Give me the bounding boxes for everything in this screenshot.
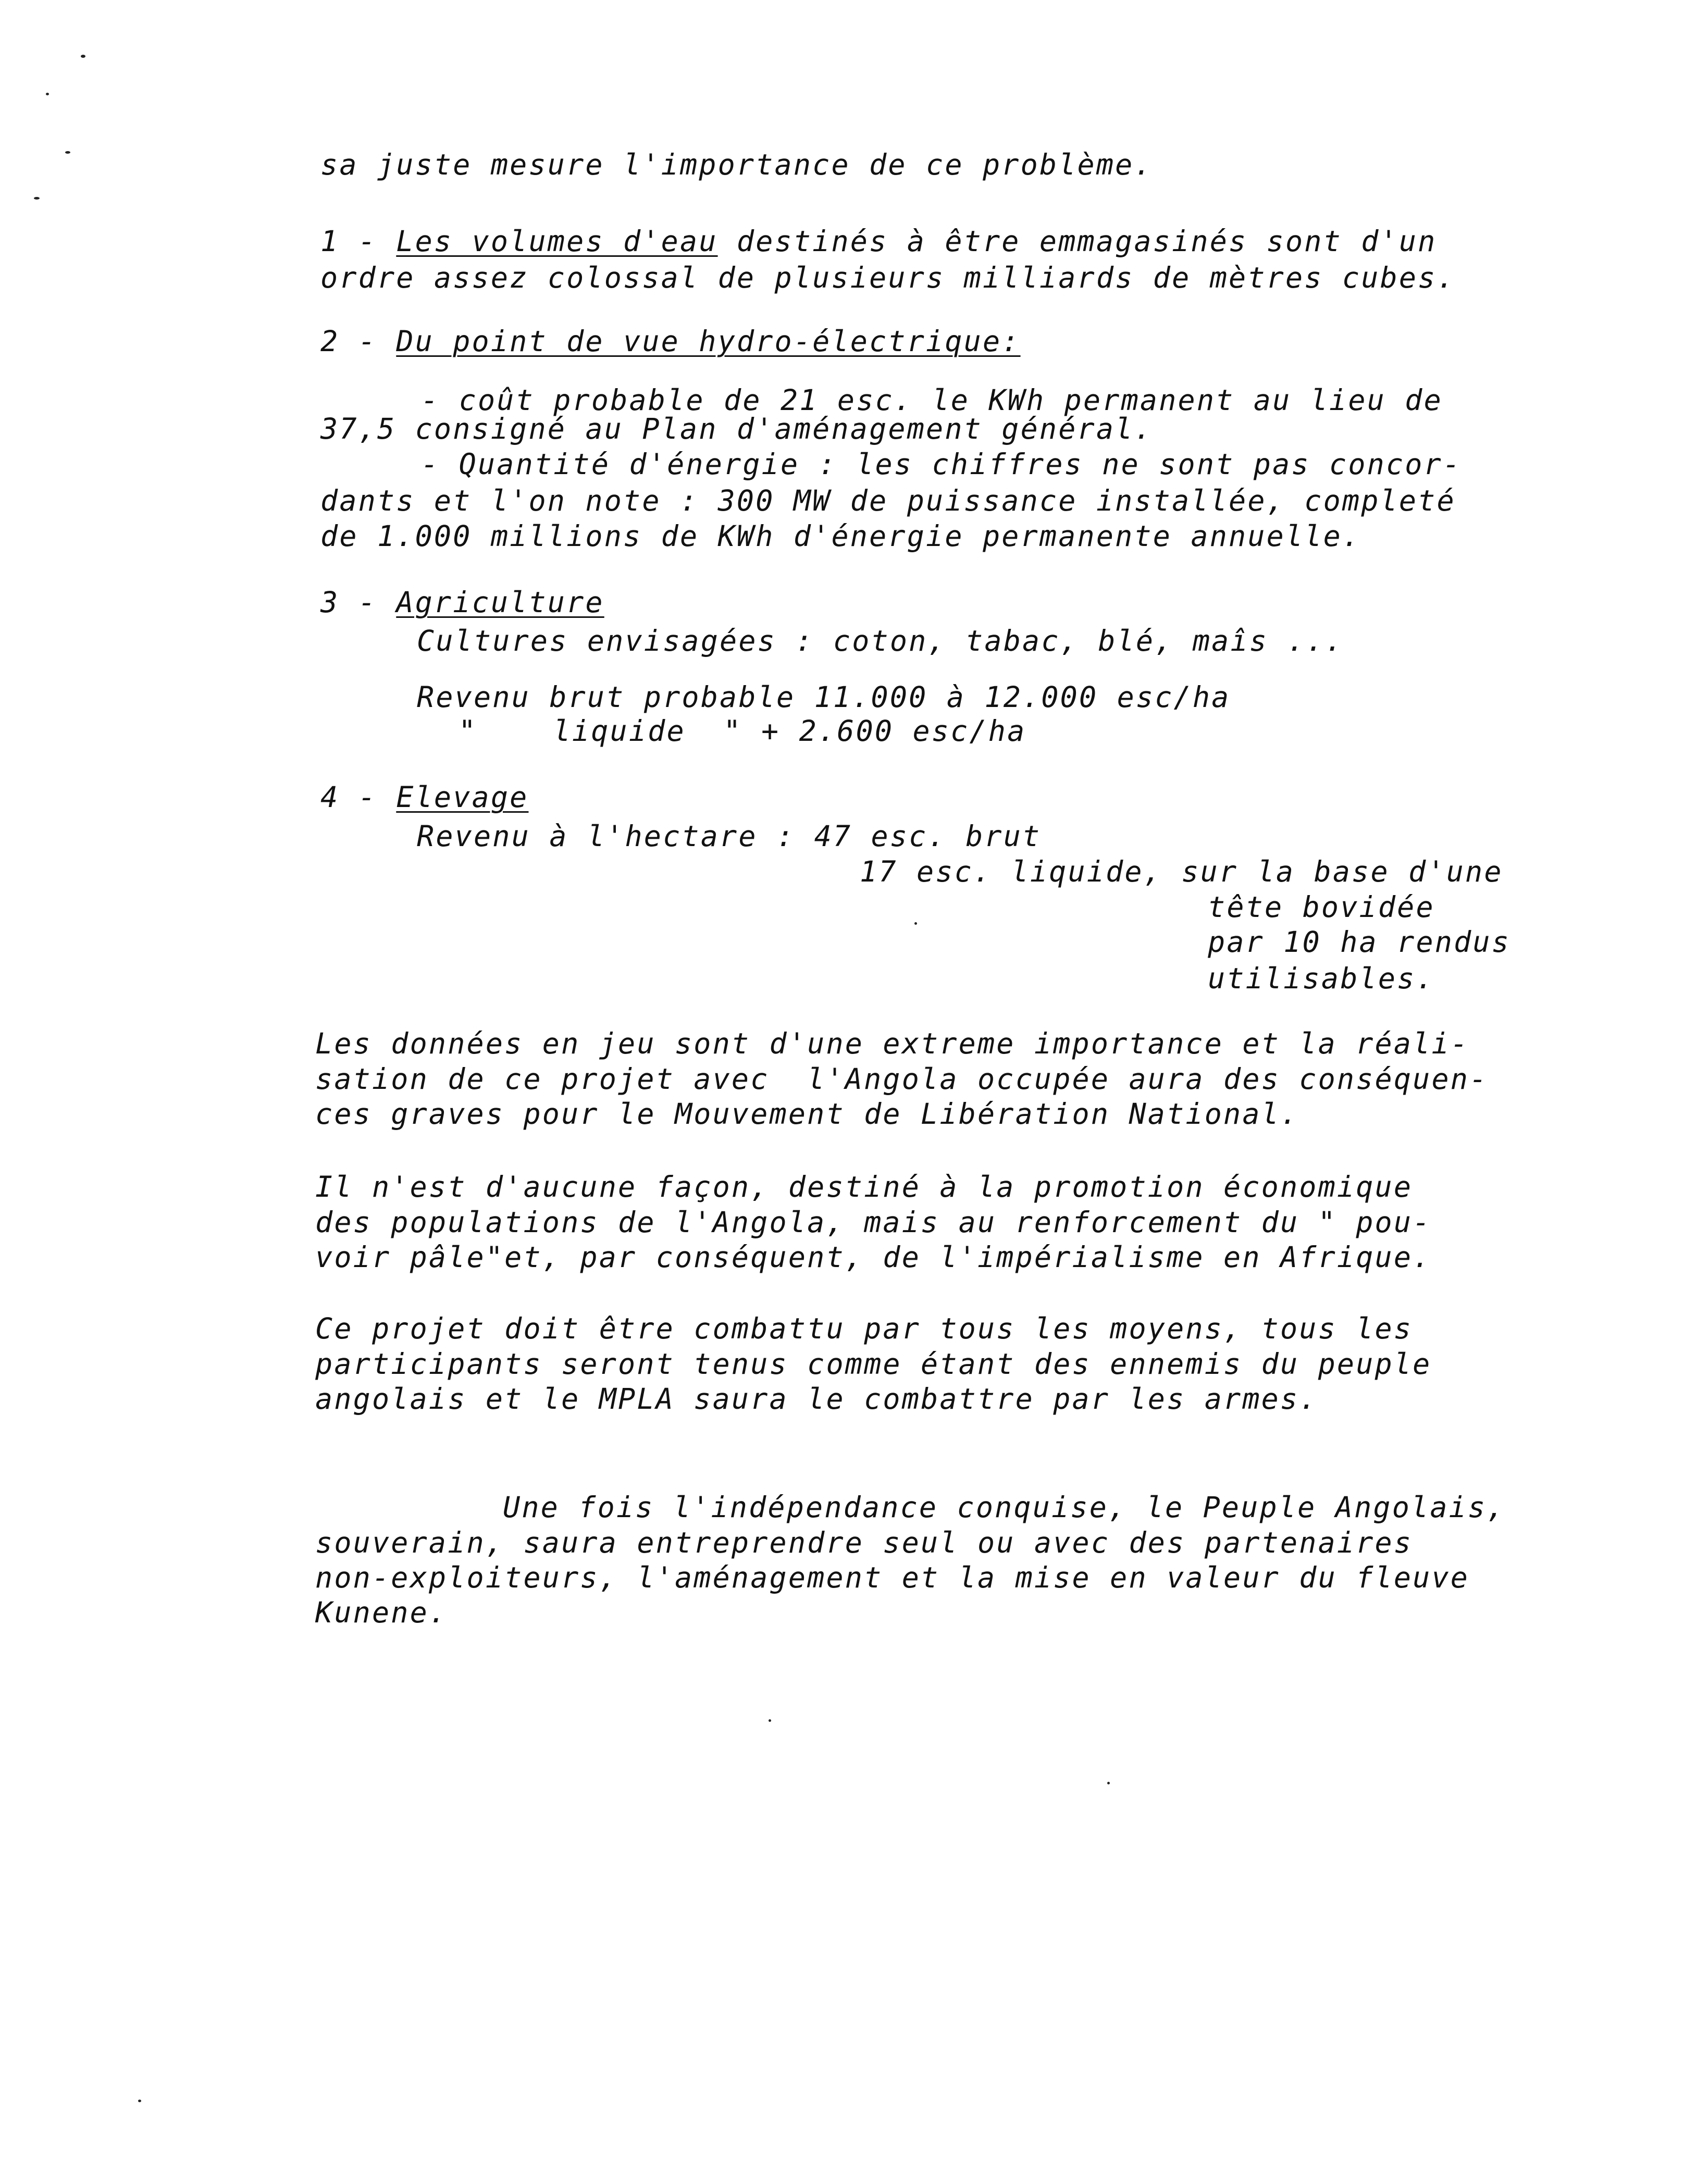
section3-line: " liquide " + 2.600 esc/ha [459,714,1026,748]
section2-line: 37,5 consigné au Plan d'aménagement général. [320,412,1153,445]
section2-line: de 1.000 millions de KWh d'énergie permanente annuelle. [320,519,1361,553]
section3-line: Cultures envisagées : coton, tabac, blé, maîs ... [417,624,1344,657]
paragraph1-line: sation de ce projet avec l'Angola occupée aura des conséquen- [315,1062,1489,1096]
section4-heading-line [320,780,528,814]
scan-speck [1107,1782,1110,1784]
scan-speck [914,922,917,925]
section3-line: Revenu brut probable 11.000 à 12.000 esc/ha [417,680,1231,714]
closing-line: Une fois l'indépendance conquise, le Peuple Angolais, [503,1491,1506,1524]
section1-heading: Les volumes d'eau [396,225,718,258]
section2-heading-line [320,324,1021,358]
paragraph1-line: Les données en jeu sont d'une extreme importance et la réali- [315,1027,1470,1060]
section4-line: Revenu à l'hectare : 47 esc. brut [417,820,1042,853]
section2-number: 2 - [320,325,397,358]
scan-speck [769,1719,771,1722]
scan-speck [46,93,49,95]
section4-line: 17 esc. liquide, sur la base d'une [860,855,1503,888]
section4-heading: Elevage [396,780,529,814]
paragraph2-line: Il n'est d'aucune façon, destiné à la promotion économique [315,1170,1413,1203]
scan-speck [65,151,70,154]
scan-speck [34,197,40,200]
closing-line: souverain, saura entreprendre seul ou avec des partenaires [315,1526,1413,1559]
section1-line1 [320,224,1437,258]
section1-line2: ordre assez colossal de plusieurs milliards de mètres cubes. [320,261,1456,294]
section4-line: par 10 ha rendus [1208,925,1511,959]
paragraph3-line: participants seront tenus comme étant des ennemis du peuple [315,1347,1432,1381]
section1-number: 1 - [320,225,397,258]
section2-line: - Quantité d'énergie : les chiffres ne sont pas concor- [421,448,1462,481]
paragraph3-line: angolais et le MPLA saura le combattre par les armes. [315,1382,1318,1416]
section4-number: 4 - [320,780,397,814]
scan-speck [81,55,85,58]
paragraph1-line: ces graves pour le Mouvement de Libération National. [315,1097,1299,1131]
intro-line: sa juste mesure l'importance de ce problème. [320,148,1153,181]
section3-number: 3 - [320,586,397,619]
scan-speck [138,2100,141,2102]
section2-heading: Du point de vue hydro-électrique: [396,325,1021,358]
section1-line1-rest: destinés à être emmagasinés sont d'un [717,225,1437,258]
closing-line: Kunene. [315,1596,448,1629]
section3-heading: Agriculture [396,586,604,619]
section4-line: tête bovidée [1208,890,1435,924]
paragraph3-line: Ce projet doit être combattu par tous les moyens, tous les [315,1312,1413,1345]
paragraph2-line: des populations de l'Angola, mais au renforcement du " pou- [315,1206,1432,1239]
paragraph2-line: voir pâle"et, par conséquent, de l'impérialisme en Afrique. [315,1240,1432,1274]
section4-line: utilisables. [1208,962,1435,995]
closing-line: non-exploiteurs, l'aménagement et la mise en valeur du fleuve [315,1561,1470,1594]
section2-line: dants et l'on note : 300 MW de puissance installée, completé [320,484,1456,517]
section2-line: - coût probable de 21 esc. le KWh permanent au lieu de [421,383,1443,417]
section3-heading-line [320,585,604,619]
